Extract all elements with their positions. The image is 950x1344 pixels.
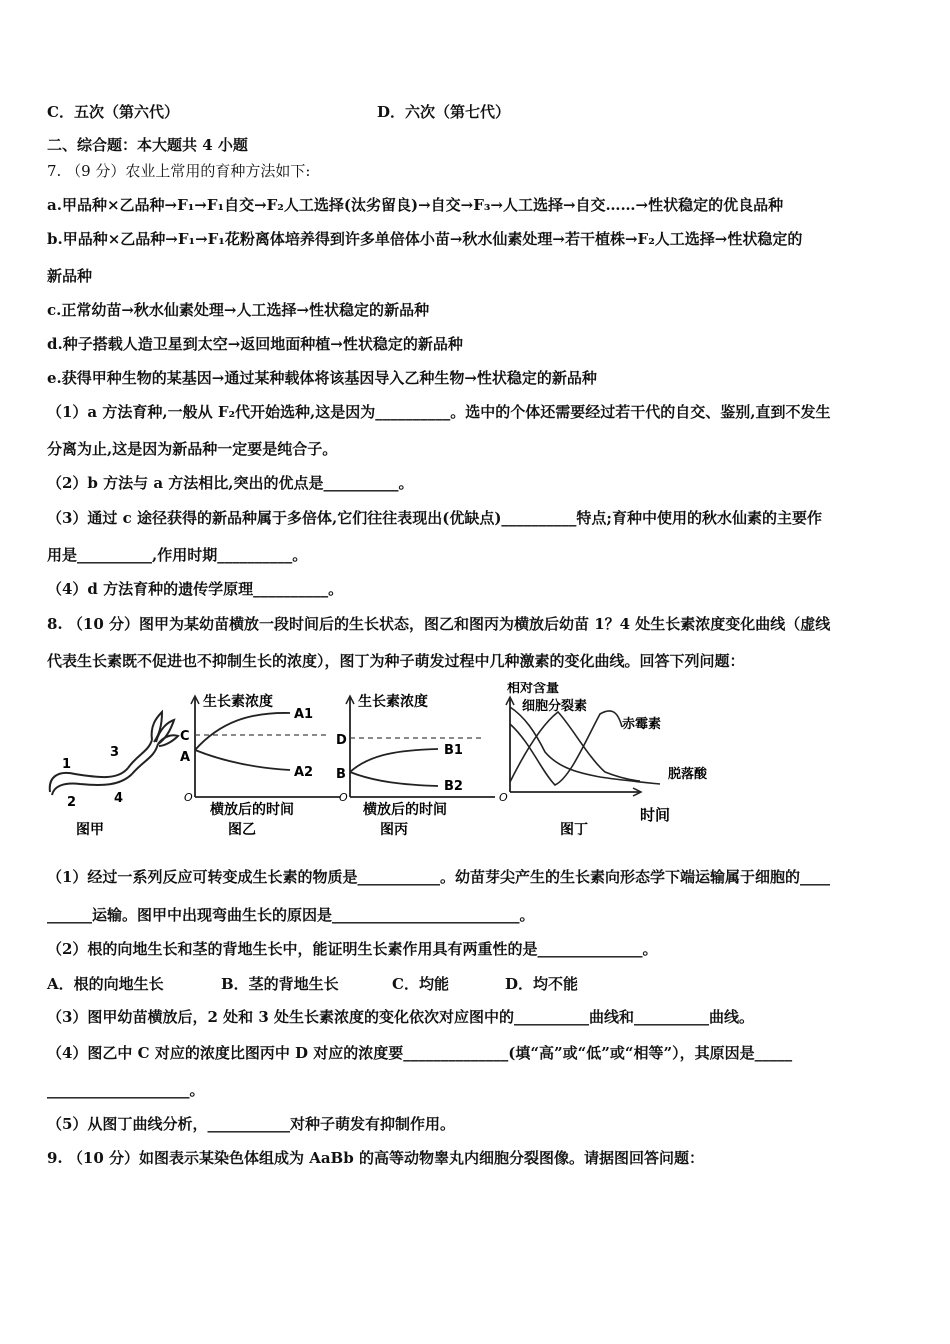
q8-option-a: A．根的向地生长 [47,975,164,993]
q7-method-b-line2: 新品种 [47,267,93,285]
q7-method-e: e.获得甲种生物的某基因→通过某种载体将该基因导入乙种生物→性状稳定的新品种 [47,369,597,387]
q8-option-b: B．茎的背地生长 [221,975,339,993]
ding-series-cytokinin: 细胞分裂素 [522,699,588,714]
bing-curve-b2 [350,772,438,786]
bing-origin: O [339,791,348,804]
seedling-stem [128,740,152,768]
q8-part4-line2: ___________________。 [47,1081,205,1099]
bing-label-b2: B2 [444,779,463,794]
bing-caption: 图丙 [380,822,408,838]
ding-series-aba: 脱落酸 [668,767,708,782]
jia-caption: 图甲 [76,822,104,838]
q6-option-c: C．五次（第六代） [47,103,179,121]
yi-ylabel: 生长素浓度 [203,694,273,710]
figure-bing [336,693,495,838]
yi-origin: O [184,791,193,804]
bing-xlabel: 横放后的时间 [363,802,447,818]
q8-part3: （3）图甲幼苗横放后，2 处和 3 处生长素浓度的变化依次对应图中的__________曲线和__________曲线。 [47,1008,754,1026]
q6-option-d: D．六次（第七代） [377,103,511,121]
q7-part3-line2: 用是__________,作用时期__________。 [47,546,308,564]
bing-ylabel: 生长素浓度 [358,694,428,710]
jia-label-4: 4 [114,791,124,806]
q8-option-c: C．均能 [392,975,449,993]
bing-label-b1: B1 [444,743,463,758]
jia-label-1: 1 [62,757,72,772]
q7-method-b-line1: b.甲品种×乙品种→F₁→F₁花粉离体培养得到许多单倍体小苗→秋水仙素处理→若干植株→F₂人工选择→性状稳定的 [47,230,803,248]
q7-method-d: d.种子搭载人造卫星到太空→返回地面种植→性状稳定的新品种 [47,335,463,353]
q7-part2: （2）b 方法与 a 方法相比,突出的优点是__________。 [47,474,414,492]
yi-label-a1: A1 [294,707,314,722]
ding-xlabel: 时间 [640,806,671,824]
bing-label-d: D [336,733,347,748]
ding-caption: 图丁 [560,822,588,838]
section-title: 二、综合题：本大题共 4 小题 [47,136,248,154]
q8-stem-line2: 代表生长素既不促进也不抑制生长的浓度），图丁为种子萌发过程中几种激素的变化曲线。回答下列问题： [47,652,745,670]
q7-part3-line1: （3）通过 c 途径获得的新品种属于多倍体,它们往往表现出(优缺点)__________特点;育种中使用的秋水仙素的主要作 [47,509,822,527]
yi-label-a: A [180,750,191,765]
yi-caption: 图乙 [228,822,256,838]
q8-part1-line2: ______运输。图甲中出现弯曲生长的原因是_________________________。 [47,906,535,924]
q7-part4: （4）d 方法育种的遗传学原理__________。 [47,580,344,598]
q8-part4-line1: （4）图乙中 C 对应的浓度比图丙中 D 对应的浓度要______________(填“高”或“低”或“相等”），其原因是_____ [47,1044,793,1062]
q9-stem: 9. （10 分）如图表示某染色体组成为 AaBb 的高等动物睾丸内细胞分裂图像。请据图回答问题： [47,1149,704,1167]
ding-series-gibberellin: 赤霉素 [622,717,662,732]
q8-stem-line1: 8. （10 分）图甲为某幼苗横放一段时间后的生长状态，图乙和图丙为横放后幼苗 1？4 处生长素浓度变化曲线（虚线 [47,615,831,633]
yi-curve-a2 [195,750,290,770]
yi-xlabel: 横放后的时间 [210,802,294,818]
seedling-leaf-3 [158,735,178,746]
q8-figure [40,682,900,842]
figure-yi [180,693,340,838]
yi-curve-a1 [195,713,290,750]
q7-part1-line1: （1）a 方法育种,一般从 F₂代开始选种,这是因为__________。选中的个体还需要经过若干代的自交、鉴别,直到不发生 [47,403,831,421]
ding-ylabel: 相对含量 [507,682,560,696]
yi-label-a2: A2 [294,765,314,780]
q8-part5: （5）从图丁曲线分析，___________对种子萌发有抑制作用。 [47,1115,455,1133]
q7-method-c: c.正常幼苗→秋水仙素处理→人工选择→性状稳定的新品种 [47,301,430,319]
bing-curve-b1 [350,749,438,772]
q8-option-d: D．均不能 [505,975,579,993]
jia-label-3: 3 [110,745,120,760]
bing-label-b: B [336,767,346,782]
ding-origin: O [499,791,508,804]
yi-label-c: C [180,729,190,744]
q7-method-a: a.甲品种×乙品种→F₁→F₁自交→F₂人工选择(汰劣留良)→自交→F₃→人工选择→自交……→性状稳定的优良品种 [47,196,784,214]
q8-part1-line1: （1）经过一系列反应可转变成生长素的物质是___________。幼苗芽尖产生的生长素向形态学下端运输属于细胞的____ [47,868,830,886]
jia-label-2: 2 [67,795,77,810]
figure-ding [499,682,708,838]
q7-stem: 7. （9 分）农业上常用的育种方法如下: [47,162,311,180]
figure-jia [50,712,178,838]
q7-part1-line2: 分离为止,这是因为新品种一定要是纯合子。 [47,440,338,458]
q8-part2: （2）根的向地生长和茎的背地生长中，能证明生长素作用具有两重性的是______________。 [47,940,658,958]
